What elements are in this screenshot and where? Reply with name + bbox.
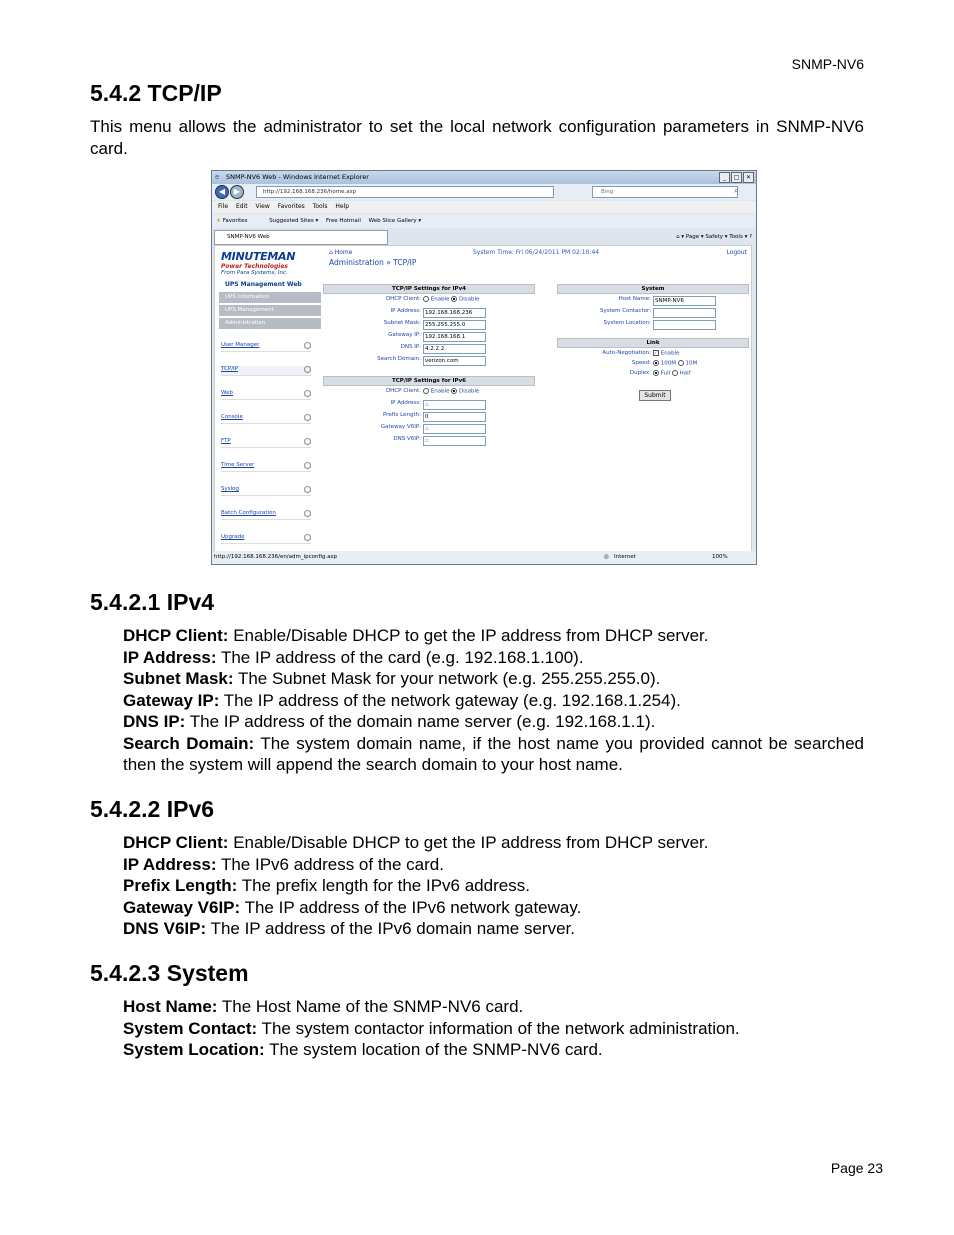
close-icon[interactable]: ✕ bbox=[743, 172, 754, 183]
menu-tools[interactable]: Tools bbox=[312, 203, 328, 210]
list-item: Prefix Length: The prefix length for the IPv6 address. bbox=[123, 876, 530, 895]
sidebar-item-batch-configuration[interactable]: Batch Configuration bbox=[221, 510, 311, 520]
logo-brand: MINUTEMAN bbox=[221, 250, 296, 263]
url-field[interactable]: http://192.168.168.236/home.asp bbox=[256, 186, 554, 198]
sidebar-item-ftp[interactable]: FTP bbox=[221, 438, 311, 448]
system-contact-input[interactable] bbox=[653, 308, 716, 318]
page-number: Page 23 bbox=[830, 1160, 883, 1176]
arrow-icon bbox=[304, 486, 311, 493]
ipv6-prefix-row: Prefix Length: 0 bbox=[323, 412, 533, 424]
logo-sub: Power Technologies bbox=[221, 263, 288, 270]
page-menu[interactable]: Page ▾ bbox=[685, 234, 704, 240]
hotmail-link[interactable]: Free Hotmail bbox=[325, 218, 361, 224]
back-icon[interactable]: ◀ bbox=[215, 185, 229, 199]
menu-edit[interactable]: Edit bbox=[235, 203, 248, 210]
sidebar-item-tcpip[interactable]: TCP/IP bbox=[221, 366, 311, 376]
section-title: 5.4.2 TCP/IP bbox=[90, 80, 222, 106]
sidebar bbox=[215, 246, 321, 552]
ipv4-dns-row: DNS IP: 4.2.2.2 bbox=[323, 344, 533, 356]
section-intro: This menu allows the administrator to set the local network configuration parameters in SNMP-NV6 card. bbox=[90, 117, 864, 158]
ipv4-header: TCP/IP Settings for IPv4 bbox=[323, 284, 535, 294]
status-zone: Internet bbox=[614, 554, 636, 560]
list-item: DHCP Client: Enable/Disable DHCP to get the IP address from DHCP server. bbox=[123, 833, 709, 852]
ipv6-ip-row: IP Address: :: bbox=[323, 400, 533, 412]
arrow-icon bbox=[304, 534, 311, 541]
tab-bar bbox=[212, 229, 756, 244]
status-url: http://192.168.168.236/en/adm_ipconfig.asp bbox=[214, 554, 337, 560]
web-slice-link[interactable]: Web Slice Gallery ▾ bbox=[368, 218, 422, 224]
ipv4-domain-row: Search Domain: verizon.com bbox=[323, 356, 533, 368]
ipv4-ip-row: IP Address: 192.168.168.236 bbox=[323, 308, 533, 320]
logo-tag: UPS Management Web bbox=[225, 281, 302, 288]
favorites-button[interactable]: Favorites bbox=[222, 218, 248, 224]
ipv6-gw-row: Gateway V6IP: :: bbox=[323, 424, 533, 436]
web-page bbox=[214, 245, 752, 553]
link-duplex-row: Duplex: Full Half bbox=[629, 370, 691, 377]
ipv4-mask-row: Subnet Mask: 255.255.255.0 bbox=[323, 320, 533, 332]
arrow-icon bbox=[304, 390, 311, 397]
list-item: System Location: The system location of the SNMP-NV6 card. bbox=[123, 1040, 603, 1059]
ipv6-header: TCP/IP Settings for IPv6 bbox=[323, 376, 535, 386]
status-bar bbox=[212, 551, 756, 564]
list-item: IP Address: The IPv6 address of the card. bbox=[123, 854, 444, 874]
list-item: Host Name: The Host Name of the SNMP-NV6 card. bbox=[123, 997, 524, 1016]
link-header: Link bbox=[557, 338, 749, 348]
ipv6-ip-input[interactable]: :: bbox=[423, 400, 486, 410]
sidebar-item-user-manager[interactable]: User Manager bbox=[221, 342, 311, 352]
ipv6-prefix-input[interactable]: 0 bbox=[423, 412, 486, 422]
ipv4-domain-input[interactable]: verizon.com bbox=[423, 356, 486, 366]
dhcp-enable-radio bbox=[423, 296, 429, 302]
list-item: Subnet Mask: The Subnet Mask for your network (e.g. 255.255.255.0). bbox=[123, 669, 661, 688]
embedded-screenshot bbox=[211, 170, 757, 565]
list-item: System Contact: The system contactor information of the network administration. bbox=[123, 1018, 740, 1038]
logo-from: From Para Systems, Inc. bbox=[221, 270, 288, 276]
system-header: System bbox=[557, 284, 749, 294]
arrow-icon bbox=[304, 510, 311, 517]
link-speed-row: Speed: 100M 10M bbox=[631, 360, 698, 367]
ipv4-dhcp-row: DHCP Client: Enable Disable bbox=[385, 296, 480, 303]
minimize-icon[interactable]: _ bbox=[719, 172, 730, 183]
list-item: DNS IP: The IP address of the domain name server (e.g. 192.168.1.1). bbox=[123, 712, 656, 731]
help-icon[interactable]: ? bbox=[749, 234, 752, 240]
ipv4-dns-input[interactable]: 4.2.2.2 bbox=[423, 344, 486, 354]
ipv6-gw-input[interactable]: :: bbox=[423, 424, 486, 434]
sidebar-item-web[interactable]: Web bbox=[221, 390, 311, 400]
suggested-sites-link[interactable]: Suggested Sites ▾ bbox=[269, 218, 319, 224]
submit-button[interactable]: Submit bbox=[639, 390, 671, 401]
address-bar bbox=[212, 184, 756, 200]
dhcp6-disable-radio bbox=[451, 388, 457, 394]
arrow-icon bbox=[304, 366, 311, 373]
document-header: SNMP-NV6 bbox=[791, 56, 864, 72]
system-host-row: Host Name: SNMP-NV6 bbox=[557, 296, 747, 308]
breadcrumb: Administration » TCP/IP bbox=[329, 258, 417, 267]
sidebar-item-time-server[interactable]: Time Server bbox=[221, 462, 311, 472]
dhcp-disable-radio bbox=[451, 296, 457, 302]
arrow-icon bbox=[304, 438, 311, 445]
sidebar-item-console[interactable]: Console bbox=[221, 414, 311, 424]
search-field[interactable]: Bing bbox=[592, 186, 738, 198]
globe-icon: ◎ bbox=[604, 554, 609, 560]
dhcp6-enable-radio bbox=[423, 388, 429, 394]
ipv4-section-title: 5.4.2.1 IPv4 bbox=[90, 589, 215, 615]
host-name-input[interactable]: SNMP-NV6 bbox=[653, 296, 716, 306]
system-section-title: 5.4.2.3 System bbox=[90, 960, 249, 986]
tools-menu[interactable]: Tools ▾ bbox=[729, 234, 748, 240]
ie-icon: e bbox=[215, 173, 220, 181]
menu-favorites[interactable]: Favorites bbox=[277, 203, 305, 210]
ipv6-dns-input[interactable]: :: bbox=[423, 436, 486, 446]
ipv6-dhcp-radios[interactable]: Enable Disable bbox=[423, 388, 479, 395]
sidebar-group-ups-information[interactable]: UPS Information bbox=[219, 292, 321, 303]
window-title: SNMP-NV6 Web - Windows Internet Explorer bbox=[226, 173, 369, 181]
ipv4-gw-input[interactable]: 192.168.168.1 bbox=[423, 332, 486, 342]
ipv4-dhcp-radios[interactable]: Enable Disable bbox=[423, 296, 479, 303]
list-item: Search Domain: The system domain name, if the host name you provided cannot be searched then the system will append the search domain to your host name. bbox=[123, 733, 864, 774]
speed-radios[interactable]: 100M 10M bbox=[653, 360, 697, 367]
list-item: Gateway V6IP: The IP address of the IPv6 network gateway. bbox=[123, 897, 582, 917]
ipv6-section-title: 5.4.2.2 IPv6 bbox=[90, 796, 215, 822]
favorites-bar bbox=[212, 214, 756, 228]
list-item: IP Address: The IP address of the card (e.g. 192.168.1.100). bbox=[123, 647, 584, 667]
tab-snmp[interactable]: SNMP-NV6 Web bbox=[214, 230, 388, 245]
star-icon: ★ bbox=[216, 218, 221, 224]
system-time: System Time: Fri 06/24/2011 PM 02:10:44 bbox=[473, 249, 600, 256]
system-location-input[interactable] bbox=[653, 320, 716, 330]
ipv4-definition-list bbox=[123, 625, 864, 776]
ipv4-mask-input[interactable]: 255.255.255.0 bbox=[423, 320, 486, 330]
forward-icon[interactable]: ▶ bbox=[230, 185, 244, 199]
ie-titlebar bbox=[212, 171, 756, 184]
auto-negotiation-checkbox[interactable]: ✓ Enable bbox=[654, 350, 680, 357]
sidebar-group-administration[interactable]: Administration bbox=[219, 318, 321, 329]
ipv6-definition-list bbox=[123, 832, 864, 940]
arrow-icon bbox=[304, 462, 311, 469]
sidebar-group-ups-management[interactable]: UPS Management bbox=[219, 305, 321, 316]
system-contact-row: System Contactor: bbox=[557, 308, 747, 320]
command-bar bbox=[676, 231, 752, 243]
status-zoom[interactable]: 100% bbox=[712, 554, 728, 560]
search-icon[interactable]: ⌕ bbox=[734, 186, 739, 195]
menu-bar bbox=[212, 201, 756, 213]
link-auto-row: Auto-Negotiation: ✓ Enable bbox=[602, 350, 680, 357]
menu-file[interactable]: File bbox=[218, 203, 229, 210]
ipv4-gw-row: Gateway IP: 192.168.168.1 bbox=[323, 332, 533, 344]
list-item: DNS V6IP: The IP address of the IPv6 domain name server. bbox=[123, 919, 575, 938]
system-location-row: System Location: bbox=[557, 320, 747, 332]
logout-link[interactable]: Logout bbox=[726, 249, 747, 256]
arrow-icon bbox=[304, 342, 311, 349]
home-icon[interactable]: ⌂ ▾ bbox=[676, 234, 685, 240]
menu-help[interactable]: Help bbox=[335, 203, 350, 210]
window-controls bbox=[718, 172, 754, 183]
ipv6-dns-row: DNS V6IP: :: bbox=[323, 436, 533, 448]
list-item: DHCP Client: Enable/Disable DHCP to get the IP address from DHCP server. bbox=[123, 626, 709, 645]
ipv4-ip-input[interactable]: 192.168.168.236 bbox=[423, 308, 486, 318]
sidebar-item-upgrade[interactable]: Upgrade bbox=[221, 534, 311, 544]
menu-view[interactable]: View bbox=[255, 203, 270, 210]
system-definition-list bbox=[123, 996, 864, 1061]
sidebar-item-syslog[interactable]: Syslog bbox=[221, 486, 311, 496]
arrow-icon bbox=[304, 414, 311, 421]
breadcrumb-home[interactable]: ⌂ Home bbox=[329, 249, 353, 256]
duplex-radios[interactable]: Full Half bbox=[653, 370, 691, 377]
maximize-icon[interactable]: □ bbox=[731, 172, 742, 183]
list-item: Gateway IP: The IP address of the network gateway (e.g. 192.168.1.254). bbox=[123, 690, 681, 710]
safety-menu[interactable]: Safety ▾ bbox=[705, 234, 728, 240]
ipv6-dhcp-row: DHCP Client: Enable Disable bbox=[385, 388, 480, 395]
